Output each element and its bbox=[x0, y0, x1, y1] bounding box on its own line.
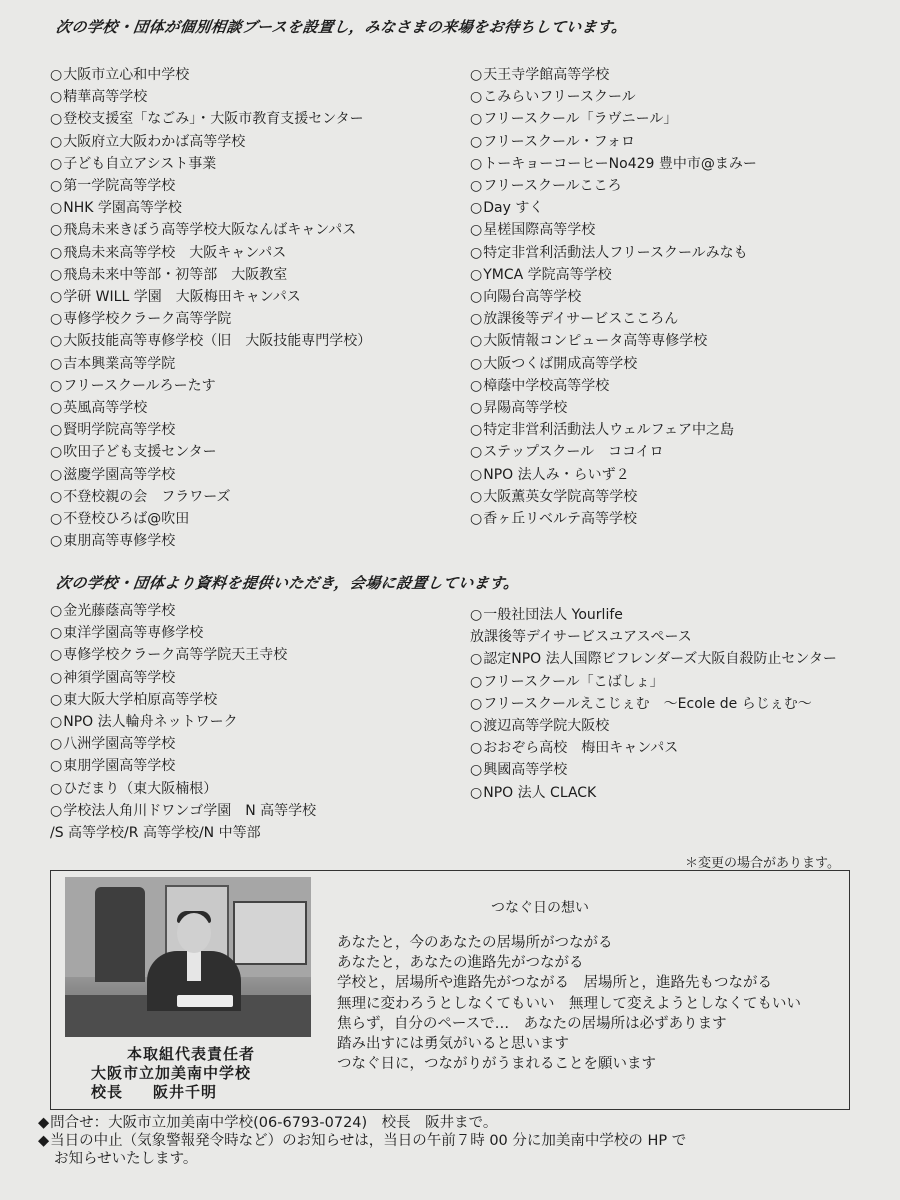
diamond-bullet-icon: ◆ bbox=[38, 1133, 50, 1149]
cancel-line-2: お知らせいたします。 bbox=[54, 1151, 198, 1167]
list-item: ○ 吉本興業高等学院 bbox=[50, 353, 371, 375]
list-item: ○ 星槎国際高等学校 bbox=[470, 219, 757, 241]
list-item: ○ フリースクール「こばしょ」 bbox=[470, 671, 837, 693]
list-item: ○ 大阪情報コンピュータ高等専修学校 bbox=[470, 330, 757, 352]
cancel-line bbox=[38, 1132, 686, 1150]
list-item: ○ おおぞら高校 梅田キャンパス bbox=[470, 737, 837, 759]
list-item: ○ 不登校親の会 フラワーズ bbox=[50, 486, 371, 508]
list-item: ○ 神須学園高等学校 bbox=[50, 667, 316, 689]
list-item: ○ 東朋高等専修学校 bbox=[50, 530, 371, 552]
list-item: ○ 飛鳥未来高等学校 大阪キャンパス bbox=[50, 242, 371, 264]
materials-list-left bbox=[50, 600, 316, 844]
cancel-text: 当日の中止（気象警報発令時など）のお知らせは，当日の午前７時 00 分に加美南中学校の HP で bbox=[50, 1133, 687, 1149]
contact-text: 問合せ：大阪市立加美南中学校(06-6793-0724) 校長 阪井まで。 bbox=[50, 1115, 498, 1131]
list-item: ○ トーキョーコーヒーNo429 豊中市@まみー bbox=[470, 153, 757, 175]
caption-school: 大阪市立加美南中学校 bbox=[91, 1064, 252, 1082]
message-box bbox=[50, 870, 850, 1110]
list-item: ○ 大阪市立心和中学校 bbox=[50, 64, 371, 86]
list-item: ○ 興國高等学校 bbox=[470, 759, 837, 781]
list-item: ○ 認定NPO 法人国際ビフレンダーズ大阪自殺防止センター bbox=[470, 648, 837, 670]
list-item: ○ 天王寺学館高等学校 bbox=[470, 64, 757, 86]
message-line: つなぐ日に，つながりがうまれることを願います bbox=[337, 1056, 656, 1073]
list-item: ○ 東朋学園高等学校 bbox=[50, 755, 316, 777]
list-item: ○ Day すく bbox=[470, 197, 757, 219]
list-item: ○ 特定非営利活動法人ウェルフェア中之島 bbox=[470, 419, 757, 441]
list-item: ○ 一般社団法人 Yourlife bbox=[470, 604, 837, 626]
caption-person bbox=[91, 1083, 291, 1102]
list-item: ○ 学校法人角川ドワンゴ学園 N 高等学校 bbox=[50, 800, 316, 822]
list-item: ○ フリースクールえこじぇむ ～Ecole de らじぇむ～ bbox=[470, 693, 837, 715]
list-item: ○ フリースクール「ラヴニール」 bbox=[470, 108, 757, 130]
caption-role: 校長 bbox=[91, 1083, 124, 1101]
list-item: ○ 精華高等学校 bbox=[50, 86, 371, 108]
list-item: ○ 登校支援室「なごみ」・大阪市教育支援センター bbox=[50, 108, 371, 130]
photo-caption bbox=[91, 1045, 291, 1102]
list-item: ○ 第一学院高等学校 bbox=[50, 175, 371, 197]
list-item: ○ 特定非営利活動法人フリースクールみなも bbox=[470, 242, 757, 264]
list-item: ○ 滋慶学園高等学校 bbox=[50, 464, 371, 486]
list-item: ○ 昇陽高等学校 bbox=[470, 397, 757, 419]
list-item: ○ 樟蔭中学校高等学校 bbox=[470, 375, 757, 397]
message-line: あなたと，今のあなたの居場所がつながる bbox=[337, 935, 613, 951]
list-item: ○ 不登校ひろば@吹田 bbox=[50, 508, 371, 530]
list-item: ○ 放課後等デイサービスこころん bbox=[470, 308, 757, 330]
list-item: ○ 英風高等学校 bbox=[50, 397, 371, 419]
list-item: ○ 金光藤蔭高等学校 bbox=[50, 600, 316, 622]
materials-section-heading: 次の学校・団体より資料を提供いただき，会場に設置しています。 bbox=[54, 574, 521, 592]
list-item: ○ 吹田子ども支援センター bbox=[50, 441, 371, 463]
list-item: ○ NPO 法人輪舟ネットワーク bbox=[50, 711, 316, 733]
message-title: つなぐ日の想い bbox=[491, 900, 589, 916]
list-item: ○ 飛鳥未来中等部・初等部 大阪教室 bbox=[50, 264, 371, 286]
list-item: ○ 香ヶ丘リベルテ高等学校 bbox=[470, 508, 757, 530]
list-item: ○ 渡辺高等学院大阪校 bbox=[470, 715, 837, 737]
booth-section-heading: 次の学校・団体が個別相談ブースを設置し，みなさまの来場をお待ちしています。 bbox=[54, 18, 629, 36]
list-item: ○ ステップスクール ココイロ bbox=[470, 441, 757, 463]
message-line: 学校と，居場所や進路先がつながる 居場所と，進路先もつながる bbox=[337, 975, 772, 992]
message-line: あなたと，あなたの進路先がつながる bbox=[337, 955, 584, 972]
list-item: ○ 専修学校クラーク高等学院天王寺校 bbox=[50, 644, 316, 666]
list-item: ○ 向陽台高等学校 bbox=[470, 286, 757, 308]
list-item: ○ 賢明学院高等学校 bbox=[50, 419, 371, 441]
list-item: ○ フリースクール・フォロ bbox=[470, 131, 757, 153]
list-item: ○ 大阪技能高等専修学校（旧 大阪技能専門学校） bbox=[50, 330, 371, 352]
booth-list-left bbox=[50, 64, 371, 552]
change-note: ＊変更の場合があります。 bbox=[685, 856, 840, 871]
list-item: ○ 大阪府立大阪わかば高等学校 bbox=[50, 131, 371, 153]
list-item: ○ 子ども自立アシスト事業 bbox=[50, 153, 371, 175]
list-item: ○ NPO 法人 CLACK bbox=[470, 782, 837, 804]
message-line: 踏み出すには勇気がいると思います bbox=[337, 1036, 569, 1053]
list-item: ○ NHK 学園高等学校 bbox=[50, 197, 371, 219]
list-item: ○ 東大阪大学柏原高等学校 bbox=[50, 689, 316, 711]
list-item: ○ 八洲学園高等学校 bbox=[50, 733, 316, 755]
list-item: ○ 大阪薫英女学院高等学校 bbox=[470, 486, 757, 508]
diamond-bullet-icon: ◆ bbox=[38, 1115, 50, 1131]
list-item: ○ YMCA 学院高等学校 bbox=[470, 264, 757, 286]
list-item-continuation: /S 高等学校/R 高等学校/N 中等部 bbox=[50, 825, 261, 842]
list-item: ○ フリースクールこころ bbox=[470, 175, 757, 197]
caption-name: 阪井千明 bbox=[153, 1083, 218, 1101]
caption-title: 本取組代表責任者 bbox=[126, 1045, 255, 1063]
list-item: ○ ひだまり（東大阪楠根） bbox=[50, 778, 316, 800]
list-item: ○ 東洋学園高等専修学校 bbox=[50, 622, 316, 644]
list-item: ○ 専修学校クラーク高等学院 bbox=[50, 308, 371, 330]
list-item: ○ 飛鳥未来きぼう高等学校大阪なんばキャンパス bbox=[50, 219, 371, 241]
principal-photo bbox=[65, 877, 311, 1037]
contact-line bbox=[38, 1114, 686, 1132]
materials-list-right bbox=[470, 604, 837, 804]
list-item: ○ フリースクールろーたす bbox=[50, 375, 371, 397]
list-item: ○ こみらいフリースクール bbox=[470, 86, 757, 108]
message-body bbox=[337, 933, 801, 1074]
list-item: ○ 学研 WILL 学園 大阪梅田キャンパス bbox=[50, 286, 371, 308]
list-item: ○ NPO 法人み・らいず２ bbox=[470, 464, 757, 486]
message-line: 焦らず，自分のペースで… あなたの居場所は必ずあります bbox=[337, 1015, 727, 1032]
booth-list-right bbox=[470, 64, 757, 530]
footer-notes bbox=[38, 1114, 686, 1168]
list-item: ○ 大阪つくば開成高等学校 bbox=[470, 353, 757, 375]
message-line: 無理に変わろうとしなくてもいい 無理して変えようとしなくてもいい bbox=[337, 995, 801, 1012]
list-item-continuation: 放課後等デイサービスユアスペース bbox=[470, 629, 692, 646]
